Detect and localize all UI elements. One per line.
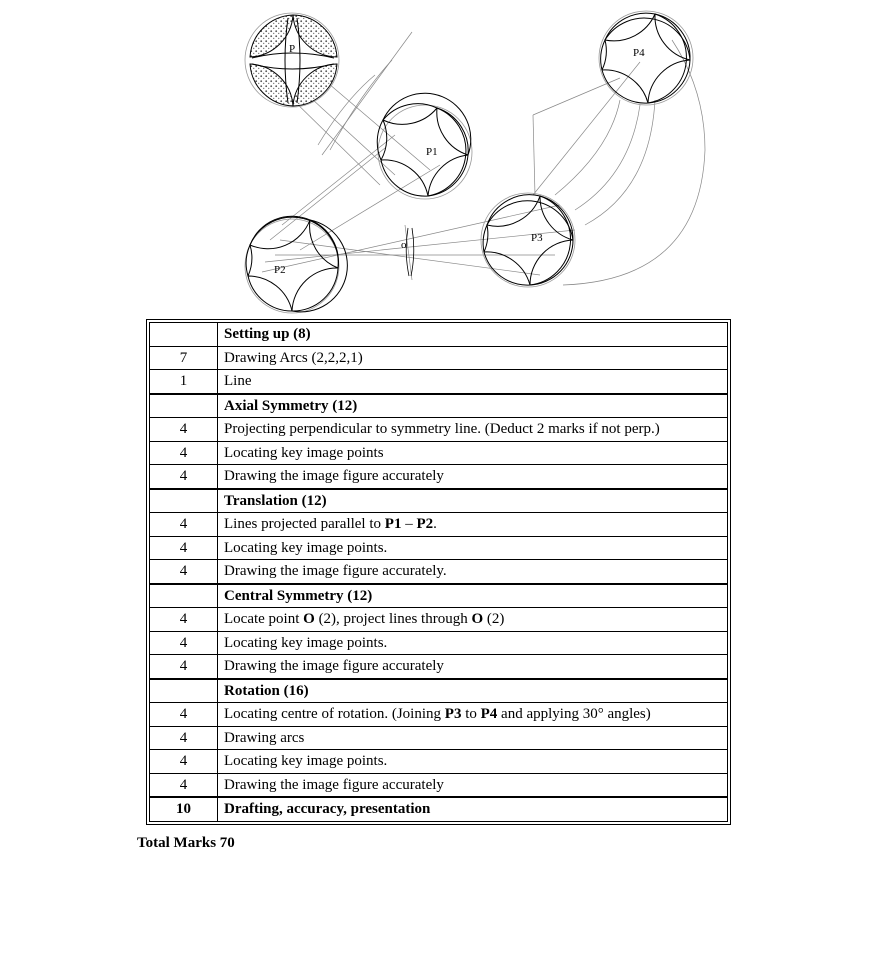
table-row	[150, 513, 728, 537]
marks-cell	[150, 584, 218, 608]
marks-cell: 1	[150, 370, 218, 394]
criterion-text: Locating key image points.	[224, 539, 388, 556]
criterion-text: Locate point	[224, 611, 304, 628]
criterion-text: .	[433, 516, 437, 533]
criterion-text: (2), project lines through	[314, 611, 472, 628]
criterion-cell	[218, 655, 728, 679]
label-p: P	[289, 43, 296, 55]
criterion-cell	[218, 773, 728, 797]
criterion-text: P3	[444, 706, 462, 723]
criterion-cell	[218, 703, 728, 727]
criterion-text: Drawing Arcs (2,2,2,1)	[224, 349, 363, 366]
final-row	[150, 797, 728, 821]
criterion-cell	[218, 750, 728, 774]
criterion-text: P1	[384, 516, 402, 533]
marks-cell: 7	[150, 346, 218, 370]
marks-cell: 4	[150, 773, 218, 797]
criterion-text: Central Symmetry (12)	[224, 587, 373, 604]
section-heading-row	[150, 489, 728, 513]
criterion-cell	[218, 323, 728, 347]
label-p1: P1	[426, 146, 438, 158]
marks-cell: 4	[150, 703, 218, 727]
criterion-cell	[218, 797, 728, 821]
label-p2: P2	[274, 264, 286, 276]
criterion-text: Drawing the image figure accurately	[224, 776, 444, 793]
criterion-text: to	[461, 706, 481, 723]
criterion-cell	[218, 631, 728, 655]
figure-p4	[599, 11, 693, 105]
criterion-text: (2)	[483, 611, 505, 628]
criterion-cell	[218, 726, 728, 750]
criterion-cell	[218, 608, 728, 632]
section-heading-row	[150, 323, 728, 347]
label-p3: P3	[531, 232, 543, 244]
criterion-text: O	[471, 611, 484, 628]
marks-cell: 4	[150, 655, 218, 679]
table-row	[150, 631, 728, 655]
section-heading-row	[150, 584, 728, 608]
criterion-text: Locating key image points	[224, 444, 384, 461]
geometry-drawing	[0, 0, 892, 318]
criterion-cell	[218, 370, 728, 394]
table-row	[150, 655, 728, 679]
marks-table	[149, 322, 728, 822]
criterion-text: Axial Symmetry (12)	[224, 397, 358, 414]
marking-scheme	[146, 319, 731, 825]
section-heading-row	[150, 679, 728, 703]
marks-cell: 4	[150, 608, 218, 632]
table-row	[150, 703, 728, 727]
criterion-cell	[218, 346, 728, 370]
centre-o-marks	[406, 228, 414, 276]
marks-cell: 4	[150, 513, 218, 537]
table-row	[150, 773, 728, 797]
total-marks: Total Marks 70	[137, 835, 235, 851]
marks-cell: 4	[150, 465, 218, 489]
criterion-cell	[218, 679, 728, 703]
criterion-cell	[218, 489, 728, 513]
marks-cell	[150, 679, 218, 703]
criterion-text: P2	[416, 516, 434, 533]
marks-cell: 4	[150, 536, 218, 560]
marks-cell: 4	[150, 631, 218, 655]
criterion-text: Drawing the image figure accurately	[224, 658, 444, 675]
table-row	[150, 346, 728, 370]
marks-cell	[150, 394, 218, 418]
section-heading-row	[150, 394, 728, 418]
criterion-text: Drawing the image figure accurately	[224, 468, 444, 485]
table-row	[150, 465, 728, 489]
criterion-text: P4	[480, 706, 498, 723]
table-row	[150, 750, 728, 774]
marks-cell: 4	[150, 726, 218, 750]
marks-cell: 10	[150, 797, 218, 821]
criterion-cell	[218, 513, 728, 537]
criterion-text: Locating centre of rotation. (Joining	[224, 706, 445, 723]
marks-cell	[150, 489, 218, 513]
marks-cell: 4	[150, 560, 218, 584]
marks-cell	[150, 323, 218, 347]
criterion-cell	[218, 394, 728, 418]
label-p4: P4	[633, 47, 645, 59]
criterion-text: Rotation (16)	[224, 682, 309, 699]
criterion-text: Locating key image points.	[224, 634, 388, 651]
criterion-cell	[218, 584, 728, 608]
criterion-text: –	[401, 516, 417, 533]
criterion-text: Lines projected parallel to	[224, 516, 385, 533]
table-row	[150, 726, 728, 750]
table-row	[150, 608, 728, 632]
criterion-text: and applying 30° angles)	[497, 706, 651, 723]
criterion-cell	[218, 441, 728, 465]
marks-cell: 4	[150, 750, 218, 774]
figure-p3	[481, 193, 575, 287]
criterion-text: Drafting, accuracy, presentation	[224, 801, 431, 818]
criterion-text: Drawing arcs	[224, 729, 305, 746]
marks-cell: 4	[150, 418, 218, 442]
criterion-text: Projecting perpendicular to symmetry line. (Deduct 2 marks if not perp.)	[224, 421, 660, 438]
table-row	[150, 418, 728, 442]
criterion-cell	[218, 560, 728, 584]
criterion-text: Setting up (8)	[224, 326, 311, 343]
criterion-text: Translation (12)	[224, 492, 327, 509]
figure-p1	[377, 93, 472, 199]
criterion-cell	[218, 465, 728, 489]
table-row	[150, 536, 728, 560]
criterion-text: Drawing the image figure accurately.	[224, 563, 447, 580]
table-row	[150, 560, 728, 584]
table-row	[150, 370, 728, 394]
criterion-text: O	[303, 611, 315, 628]
figure-p	[245, 13, 339, 107]
criterion-cell	[218, 418, 728, 442]
label-o: o	[401, 239, 407, 251]
table-row	[150, 441, 728, 465]
criterion-text: Line	[224, 373, 252, 390]
criterion-text: Locating key image points.	[224, 753, 388, 770]
marks-cell: 4	[150, 441, 218, 465]
criterion-cell	[218, 536, 728, 560]
